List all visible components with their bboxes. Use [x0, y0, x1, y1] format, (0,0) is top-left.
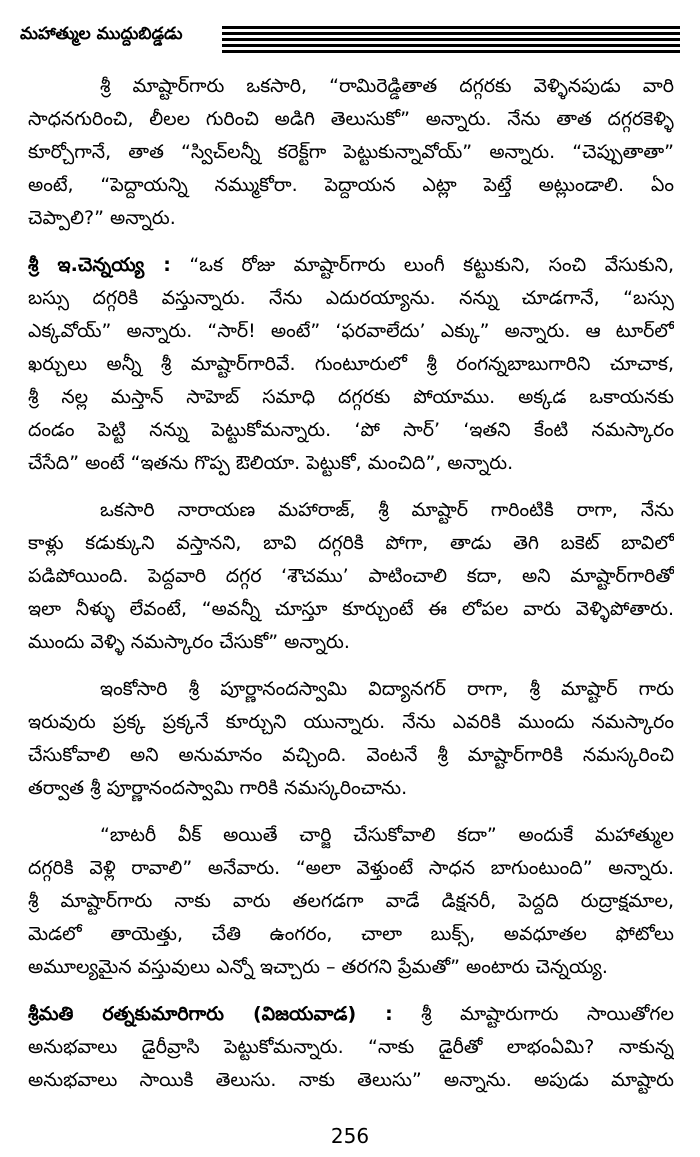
- text-line: అనుభవాలు డైరీవ్రాసి పెట్టుకోమన్నారు. “నాకు డైరీతో లాభంఏమి? నాకున్న: [28, 1036, 674, 1058]
- speaker-name: శ్రీ ఇ.చెన్నయ్య :: [28, 254, 171, 276]
- text-line: [28, 998, 674, 1031]
- header-title: మహాత్ముల ముద్దుబిడ్డడు: [20, 24, 183, 44]
- text-line: పడిపోయింది. పెద్దవారి దగ్గర ‘శౌచము’ పాటించాలి కదా, అని మాష్టార్‌గారితో: [28, 565, 674, 587]
- speaker-text: శ్రీ మాష్టారుగారు సాయితోగల: [392, 1003, 674, 1025]
- text-line: చేసేది” అంటే “ఇతను గొప్ప ఔలియా. పెట్టుకో, మంచిది”, అన్నారు.: [28, 452, 514, 474]
- text-line: కాళ్లు కడుక్కుని వస్తానని, బావి దగ్గరికి పోగా, తాడు తెగి బకెట్ బావిలో: [28, 532, 674, 554]
- text-line: మెడలో తాయెత్తు, చేతి ఉంగరం, చాలా బుక్స్, అవధూతల ఫోటోలు: [28, 923, 674, 945]
- text-line: “బాటరీ వీక్ అయితే చార్జి చేసుకోవాలి కదా” అందుకే మహాత్ముల: [100, 824, 674, 846]
- text-line: చేసుకోవాలి అని అనుమానం వచ్చింది. వెంటనే శ్రీ మాష్టార్‌గారికి నమస్కరించి: [28, 744, 674, 766]
- speaker-text: “ఒక రోజు మాష్టార్‌గారు లుంగీ కట్టుకుని, సంచి వేసుకుని,: [170, 254, 674, 276]
- paragraph: [28, 249, 674, 480]
- text-line: అమూల్యమైన వస్తువులు ఎన్నో ఇచ్చారు – తరగని ప్రేమతో” అంటారు చెన్నయ్య.: [28, 956, 608, 978]
- text-line: చెప్పాలి?” అన్నారు.: [28, 207, 176, 229]
- text-line: బస్సు దగ్గరికి వస్తున్నారు. నేను ఎదురయ్యాను. నన్ను చూడగానే, “బస్సు: [28, 287, 674, 309]
- text-line: ఇరువురు ప్రక్క ప్రక్కనే కూర్చుని యున్నారు. నేను ఎవరికి ముందు నమస్కారం: [28, 711, 674, 733]
- text-line: అనుభవాలు సాయికి తెలుసు. నాకు తెలుసు” అన్నాను. అపుడు మాష్టారు: [28, 1069, 674, 1091]
- text-line: ఖర్చులు అన్నీ శ్రీ మాష్టార్‌గారివే. గుంటూరులో శ్రీ రంగన్నబాబుగారిని చూచాక,: [28, 353, 674, 375]
- text-line: సాధనగురించి, లీలల గురించి అడిగి తెలుసుకో” అన్నారు. నేను తాత దగ్గరకెళ్ళి: [28, 108, 674, 130]
- paragraph: [28, 494, 674, 659]
- header-rules: [222, 26, 680, 56]
- text-line: ఇంకోసారి శ్రీ పూర్ణానందస్వామి విద్యానగర్ రాగా, శ్రీ మాష్టార్ గారు: [100, 678, 674, 700]
- text-line: శ్రీ నల్ల మస్తాన్ సాహెబ్ సమాధి దగ్గరకు పోయాము. అక్కడ ఒకాయనకు: [28, 386, 674, 408]
- page-body: [28, 70, 674, 1111]
- paragraph: [28, 819, 674, 984]
- text-line: దండం పెట్టి నన్ను పెట్టుకోమన్నారు. ‘పో సార్’ ‘ఇతని కేంటి నమస్కారం: [28, 419, 674, 441]
- paragraph: [28, 673, 674, 805]
- text-line: దగ్గరికి వెళ్లి రావాలి” అనేవారు. “అలా వెళ్తుంటే సాధన బాగుంటుంది” అన్నారు.: [28, 857, 674, 879]
- text-line: శ్రీ మాష్టార్‌గారు నాకు వారు తలగడగా వాడే డిక్షనరీ, పెద్దది రుద్రాక్షమాల,: [28, 890, 674, 912]
- speaker-name: శ్రీమతి రత్నకుమారిగారు (విజయవాడ) :: [28, 1003, 393, 1025]
- running-header: [20, 8, 680, 58]
- text-line: ముందు వెళ్ళి నమస్కారం చేసుకో” అన్నారు.: [28, 631, 350, 653]
- paragraph: [28, 998, 674, 1097]
- text-line: [28, 249, 674, 282]
- text-line: ఇలా నీళ్ళు లేవంటే, “అవన్నీ చూస్తూ కూర్చుంటే ఈ లోపల వారు వెళ్ళిపోతారు.: [28, 598, 674, 620]
- text-line: శ్రీ మాష్టార్‌గారు ఒకసారి, “రామిరెడ్డితాత దగ్గరకు వెళ్ళినపుడు వారి: [100, 75, 674, 97]
- page-number: 256: [330, 1124, 370, 1148]
- text-line: ఒకసారి నారాయణ మహారాజ్, శ్రీ మాష్టార్ గారింటికి రాగా, నేను: [100, 499, 674, 521]
- text-line: తర్వాత శ్రీ పూర్ణానందస్వామి గారికి నమస్కరించాను.: [28, 777, 408, 799]
- text-line: అంటే, “పెద్దాయన్ని నమ్ముకోరా. పెద్దాయన ఎట్లా పెట్తే అట్లుండాలి. ఏం: [28, 174, 674, 196]
- text-line: ఎక్కవోయ్” అన్నారు. “సార్! అంటే” ‘ఫరవాలేదు’ ఎక్కు” అన్నారు. ఆ టూర్‌లో: [28, 320, 674, 342]
- paragraph: [28, 70, 674, 235]
- text-line: కూర్చోగానే, తాత “స్విచ్‌లన్నీ కరెక్ట్‌గా పెట్టుకున్నావోయ్” అన్నారు. “చెప్పుతాతా”: [28, 141, 674, 163]
